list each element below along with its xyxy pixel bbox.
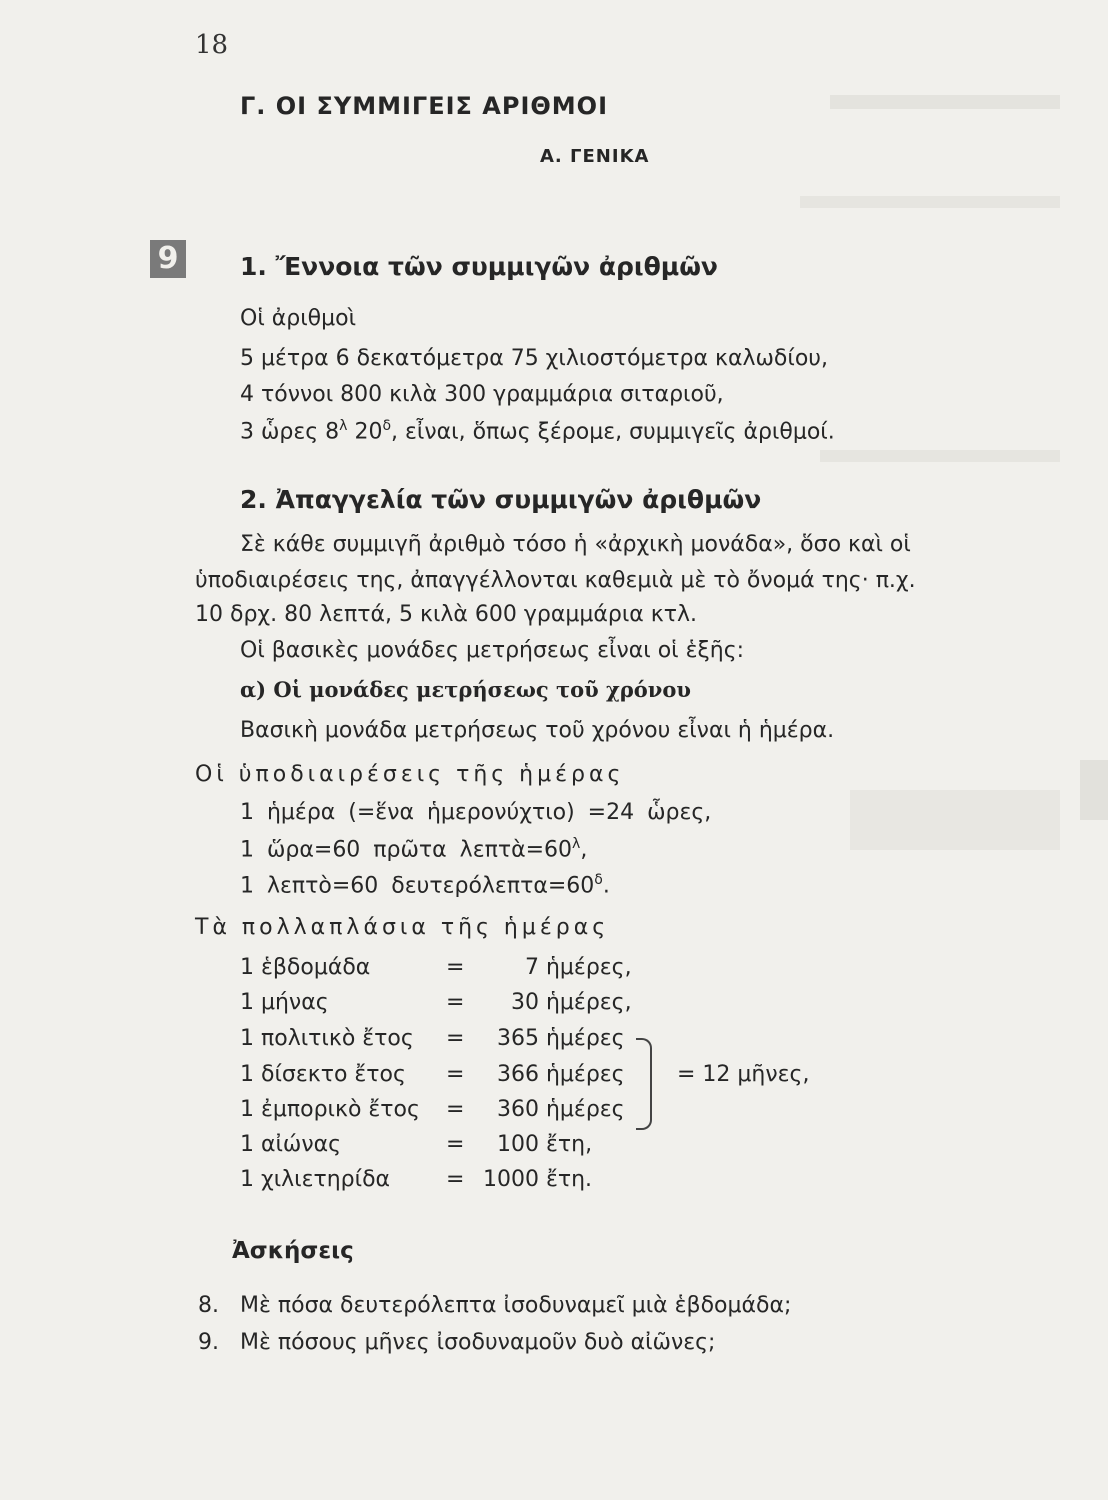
multiple-value: 360 ἡμέρες (497, 1097, 625, 1122)
subdivision-row-tail: . (602, 873, 610, 899)
line-4-sup-minutes: λ (339, 418, 348, 434)
multiple-eq: = (446, 1026, 465, 1051)
year-brace (636, 1038, 652, 1130)
exercise-text: Μὲ πόσους μῆνες ἰσοδυναμοῦν δυὸ αἰῶνες; (240, 1330, 716, 1355)
subheading-time-units: α) Οἱ μονάδες μετρήσεως τοῦ χρόνου (240, 677, 691, 702)
subdivision-row: 1 ἡμέρα (=ἕνα ἡμερονύχτιο) =24 ὧρες, (240, 800, 712, 825)
subsection-1-line-2: 5 μέτρα 6 δεκατόμετρα 75 χιλιοστόμετρα καλωδίου, (240, 346, 828, 371)
multiple-unit: 1 αἰώνας (240, 1132, 342, 1157)
multiple-unit: 1 πολιτικὸ ἔτος (240, 1026, 414, 1051)
subdivision-row-sup: λ (572, 836, 581, 852)
exercises-heading: Ἀσκήσεις (232, 1238, 354, 1264)
multiple-eq: = (446, 1132, 465, 1157)
multiple-eq: = (446, 1167, 465, 1192)
subdivision-row-tail: , (580, 837, 588, 863)
subsection-1-line-4 (240, 418, 835, 444)
subsection-1-line-3: 4 τόννοι 800 κιλὰ 300 γραμμάρια σιταριοῦ, (240, 382, 724, 407)
section-title: Α. ΓΕΝΙΚΑ (540, 146, 650, 167)
multiple-unit: 1 δίσεκτο ἔτος (240, 1062, 406, 1087)
subsection-2-heading: 2. Ἀπαγγελία τῶν συμμιγῶν ἀριθμῶν (240, 485, 762, 514)
brace-note: = 12 μῆνες, (677, 1062, 810, 1087)
page-number: 18 (195, 30, 229, 60)
multiple-eq: = (446, 955, 465, 980)
subdivision-row-text: 1 λεπτὸ=60 δευτερόλεπτα=60 (240, 873, 595, 899)
multiple-value: 100 ἔτη, (497, 1132, 593, 1157)
subdivision-row (240, 872, 610, 898)
time-basic-unit: Βασικὴ μονάδα μετρήσεως τοῦ χρόνου εἶναι ἡ ἡμέρα. (240, 718, 835, 743)
lesson-badge-number: 9 (157, 241, 179, 276)
subsection-1-heading: 1. Ἔννοια τῶν συμμιγῶν ἀριθμῶν (240, 252, 718, 281)
multiple-value: 7 ἡμέρες, (525, 955, 632, 980)
multiple-unit: 1 ἐμπορικὸ ἔτος (240, 1097, 420, 1122)
paragraph-line-2: ὑποδιαιρέσεις της, ἀπαγγέλλονται καθεμιὰ μὲ τὸ ὄνομά της· π.χ. (195, 568, 916, 593)
multiple-value: 366 ἡμέρες (497, 1062, 625, 1087)
exercise-text: Μὲ πόσα δευτερόλεπτα ἰσοδυναμεῖ μιὰ ἑβδομάδα; (240, 1293, 792, 1318)
multiple-value: 30 ἡμέρες, (511, 990, 632, 1015)
chapter-title: Γ. ΟΙ ΣΥΜΜΙΓΕΙΣ ΑΡΙΘΜΟΙ (240, 92, 608, 120)
multiple-unit: 1 χιλιετηρίδα (240, 1167, 391, 1192)
exercise-number: 9. (198, 1330, 219, 1355)
multiple-value: 1000 ἔτη. (483, 1167, 593, 1192)
line-4-sup-seconds: δ (382, 418, 392, 434)
subdivision-row-sup: δ (594, 872, 603, 888)
paragraph-line-3: 10 δρχ. 80 λεπτά, 5 κιλὰ 600 γραμμάρια κτλ. (195, 602, 697, 627)
paragraph-line-1: Σὲ κάθε συμμιγῆ ἀριθμὸ τόσο ἡ «ἀρχικὴ μονάδα», ὅσο καὶ οἱ (240, 532, 911, 557)
subsection-1-line-1: Οἱ ἀριθμοὶ (240, 306, 357, 331)
line-4-suffix: , εἶναι, ὅπως ξέρομε, συμμιγεῖς ἀριθμοί. (391, 419, 835, 445)
line-4-prefix: 3 ὧρες 8 (240, 419, 340, 445)
multiple-unit: 1 μήνας (240, 990, 329, 1015)
exercise-number: 8. (198, 1293, 219, 1318)
multiple-value: 365 ἡμέρες (497, 1026, 625, 1051)
subdivision-row-text: 1 ὥρα=60 πρῶτα λεπτὰ=60 (240, 837, 573, 863)
multiple-eq: = (446, 1062, 465, 1087)
subdivisions-heading: Οἱ ὑποδιαιρέσεις τῆς ἡμέρας (195, 762, 625, 787)
multiple-eq: = (446, 990, 465, 1015)
multiples-heading: Τὰ πολλαπλάσια τῆς ἡμέρας (195, 915, 610, 940)
units-intro: Οἱ βασικὲς μονάδες μετρήσεως εἶναι οἱ ἑξῆς: (240, 638, 745, 663)
multiple-unit: 1 ἑβδομάδα (240, 955, 371, 980)
lesson-badge (150, 240, 186, 278)
subdivision-row (240, 836, 587, 862)
line-4-middle: 20 (347, 419, 383, 445)
multiple-eq: = (446, 1097, 465, 1122)
